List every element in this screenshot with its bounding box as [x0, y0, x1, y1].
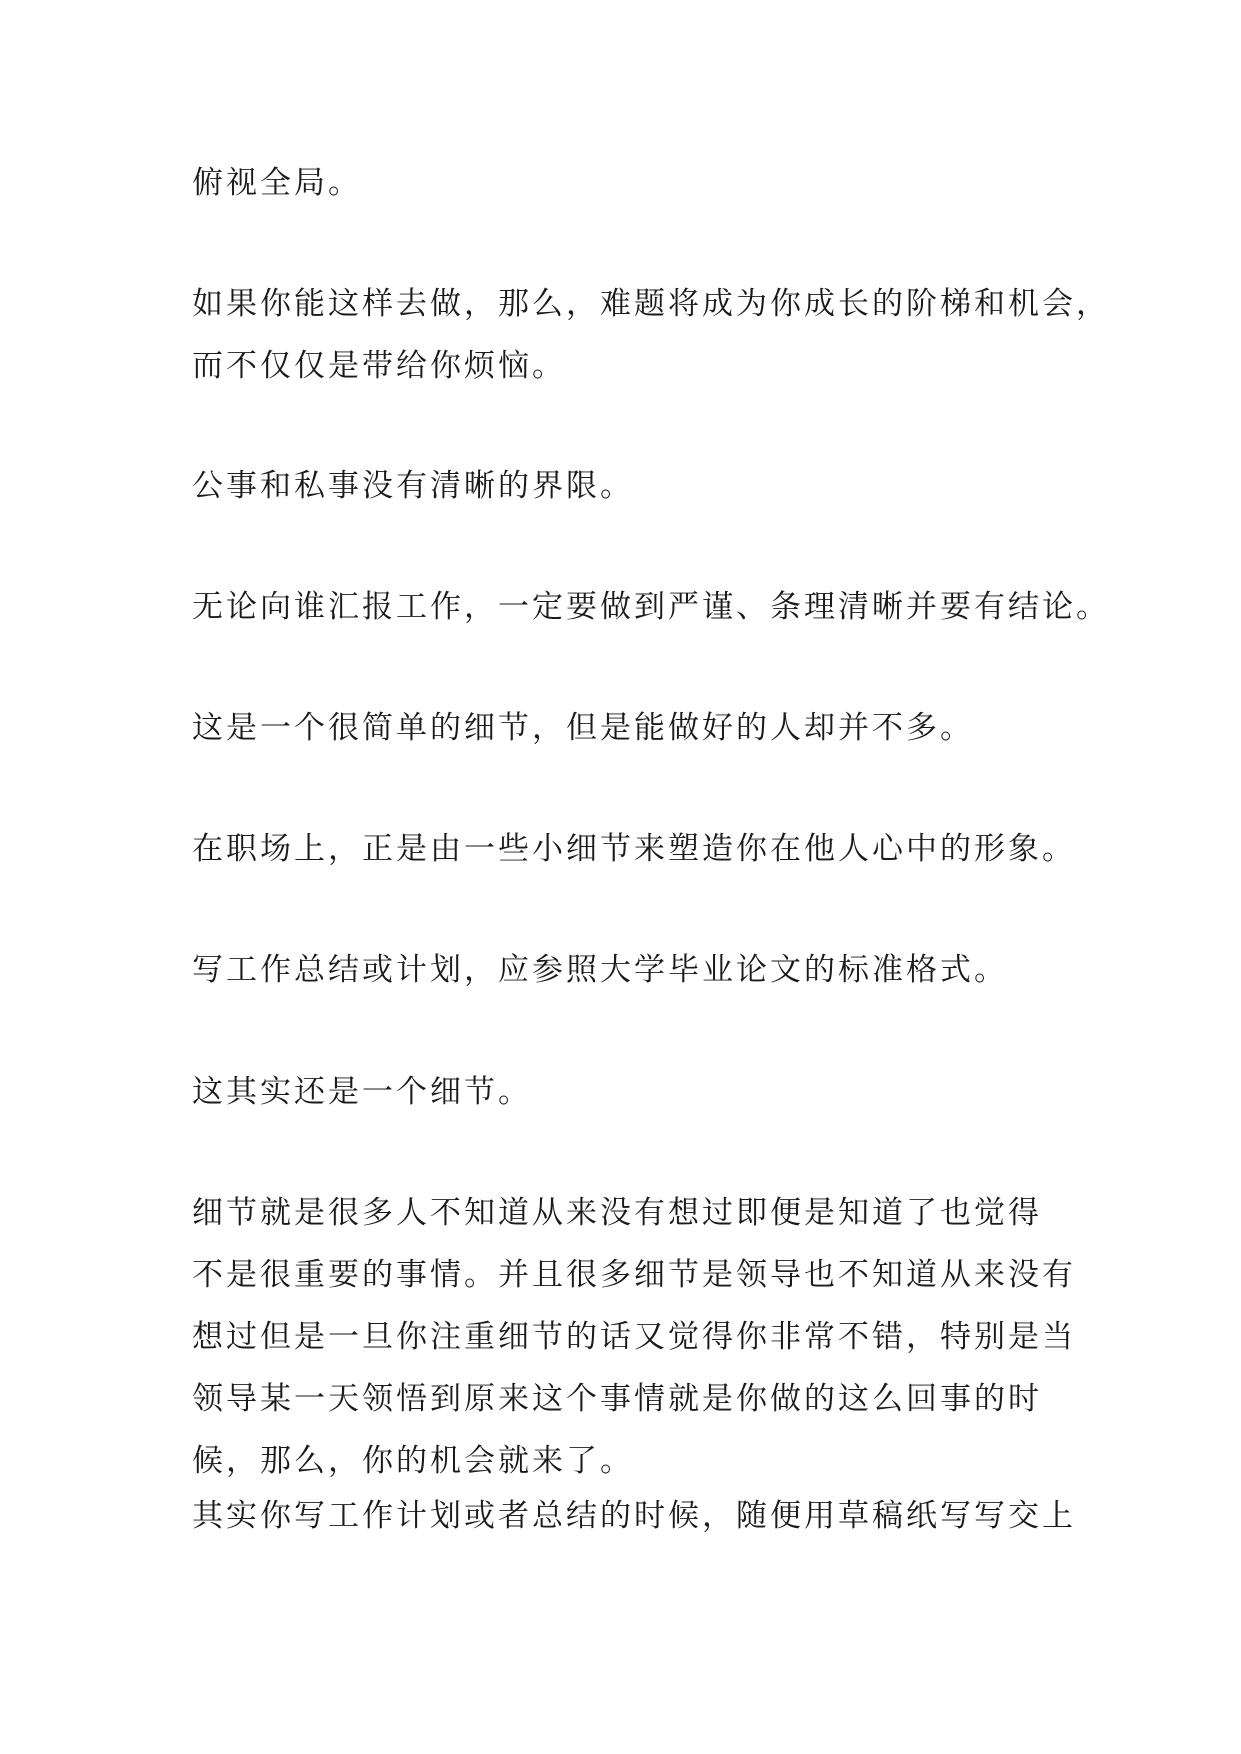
paragraph: [192, 576, 1110, 638]
text-line: 这是一个很简单的细节，但是能做好的人却并不多。: [192, 710, 974, 746]
paragraph: [192, 939, 1072, 1001]
paragraph: [192, 273, 1110, 397]
text-line: 俯视全局。: [192, 165, 362, 201]
paragraph: [192, 818, 1076, 880]
text-line: 这其实还是一个细节。: [192, 1074, 532, 1110]
text-line: 其实你写工作计划或者总结的时候，随便用草稿纸写写交上: [192, 1498, 1076, 1534]
text-line: 在职场上，正是由一些小细节来塑造你在他人心中的形象。: [192, 831, 1076, 867]
paragraph: [192, 1182, 1076, 1492]
paragraph: [192, 697, 1072, 759]
text-line: 公事和私事没有清晰的界限。: [192, 468, 634, 504]
paragraph: [192, 1485, 1076, 1547]
paragraph: [192, 152, 1072, 214]
text-line: 如果你能这样去做，那么，难题将成为你成长的阶梯和机会，: [192, 286, 1110, 322]
paragraph: [192, 455, 1072, 517]
text-line: 无论向谁汇报工作，一定要做到严谨、条理清晰并要有结论。: [192, 589, 1110, 625]
text-line: 不是很重要的事情。并且很多细节是领导也不知道从来没有: [192, 1257, 1076, 1293]
text-line: 领导某一天领悟到原来这个事情就是你做的这么回事的时: [192, 1381, 1042, 1417]
text-line: 候，那么，你的机会就来了。: [192, 1443, 634, 1479]
text-line: 想过但是一旦你注重细节的话又觉得你非常不错，特别是当: [192, 1319, 1076, 1355]
paragraph: [192, 1061, 1072, 1123]
text-line: 细节就是很多人不知道从来没有想过即便是知道了也觉得: [192, 1195, 1042, 1231]
text-line: 写工作总结或计划，应参照大学毕业论文的标准格式。: [192, 952, 1008, 988]
text-line: 而不仅仅是带给你烦恼。: [192, 348, 566, 384]
